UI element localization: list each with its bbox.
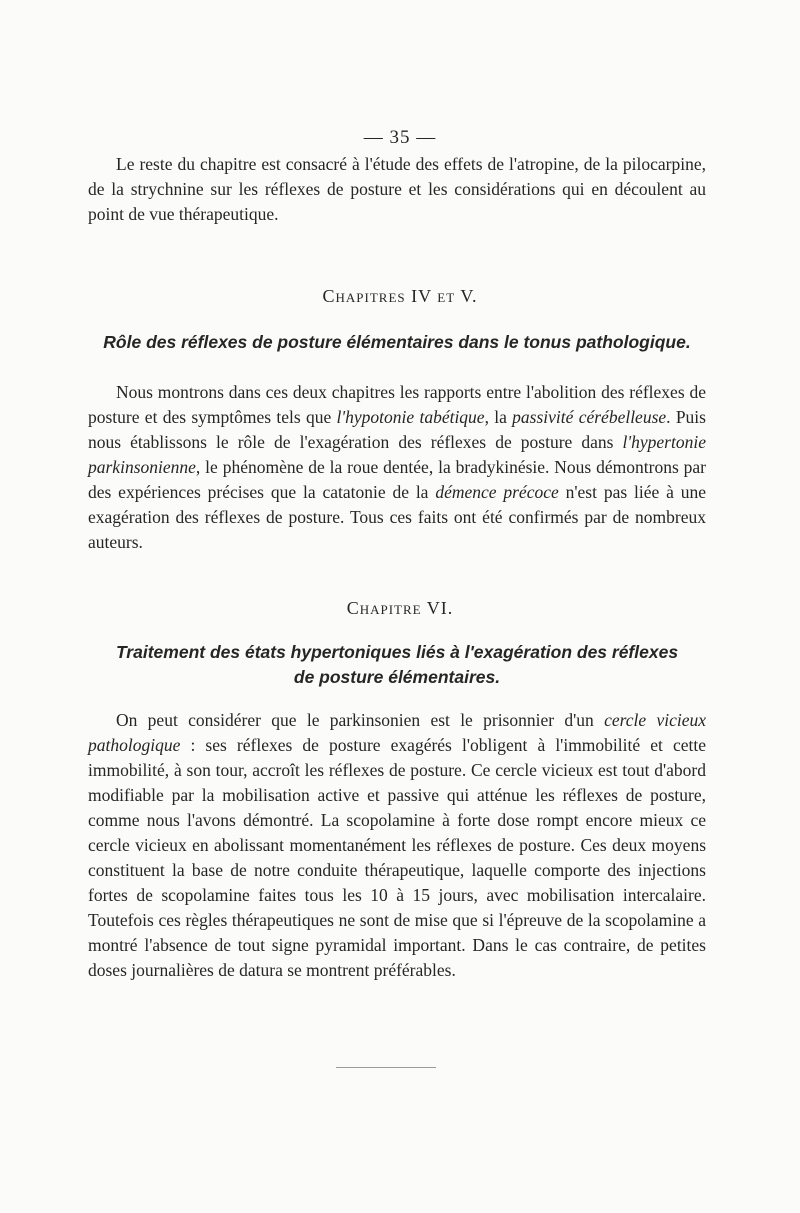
intro-paragraph: Le reste du chapitre est consacré à l'étude des effets de l'atropine, de la pilocarpine, de la strychnine sur les réflexes de posture et les considérations qui en découlent au point de vue thérapeutique. <box>88 154 706 224</box>
chapter-4-5-title: Rôle des réflexes de posture élémentaires dans le tonus pathologique. <box>103 332 691 352</box>
chapter-4-5-paragraph <box>88 380 706 555</box>
text-run: On peut considérer que le parkinsonien est le prisonnier d'un <box>116 710 605 730</box>
italic-term: l'hypertonie parkinsonienne <box>88 432 706 477</box>
end-rule <box>336 1067 436 1068</box>
text-run: , la <box>484 407 513 427</box>
text-run: n'est pas liée à une exagération des réflexes de posture. Tous ces faits ont été confirmés par de nombreux auteurs. <box>88 482 706 552</box>
italic-term: démence précoce <box>435 482 559 502</box>
italic-term: passivité cérébelleuse <box>512 407 667 427</box>
chapter-6-paragraph <box>88 708 706 983</box>
text-run: . Puis nous établissons le rôle de l'exagération des réflexes de posture dans <box>88 407 706 452</box>
chapter-4-5-label: Chapitres IV et V. <box>322 286 478 306</box>
page-number: — 35 — <box>363 127 437 148</box>
text-run: : ses réflexes de posture exagérés l'obligent à l'immobilité et cette immobilité, à son tour, accroît les réflexes de posture. Ce cercle vicieux est tout d'abord modifiable par la mobilisation active et passive qui atténue les réflexes de posture, comme nous l'avons démontré. La scopolamine à forte dose rompt encore mieux ce cercle vicieux en abolissant momentanément les réflexes de posture. Ces deux moyens constituent la base de notre conduite thérapeutique, laquelle comporte des injections fortes de scopolamine faites tous les 10 à 15 jours, avec mobilisation intercalaire. Toutefois ces règles thérapeutiques ne sont de mise que si l'épreuve de la scopolamine a montré l'absence de tout signe pyramidal important. Dans le cas contraire, de petites doses journalières de datura se montrent préférables. <box>88 735 706 980</box>
text-run: Nous montrons dans ces deux chapitres les rapports entre l'abolition des réflexes de posture et des symptômes tels que <box>88 382 706 427</box>
chapter-6-title-line-2: de posture élémentaires. <box>293 667 501 687</box>
chapter-6-title-line-1: Traitement des états hypertoniques liés à l'exagération des réflexes <box>115 642 679 662</box>
italic-term: l'hypotonie tabétique <box>336 407 485 427</box>
italic-term: cercle vicieux pathologique <box>88 710 706 755</box>
chapter-6-title <box>88 640 706 690</box>
chapter-6-label: Chapitre VI. <box>346 598 454 618</box>
text-run: , le phénomène de la roue dentée, la bradykinésie. Nous démontrons par des expériences précises que la catatonie de la <box>88 457 706 502</box>
